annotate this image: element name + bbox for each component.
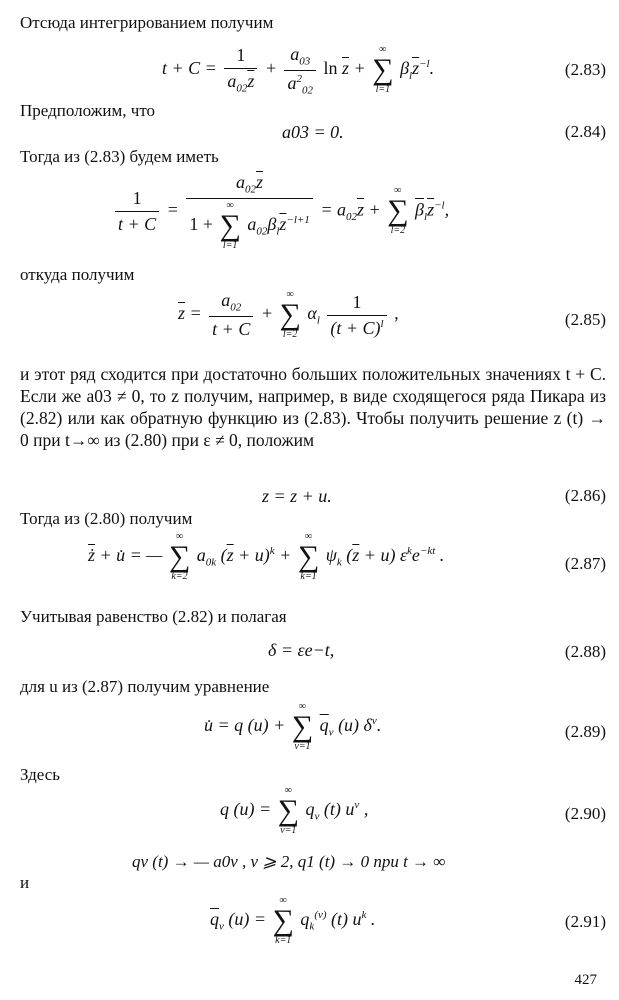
equation-number: (2.89) <box>564 722 606 741</box>
text-line: Отсюда интегрированием получим <box>20 13 274 32</box>
equation-2-84: a03 = 0. <box>282 122 344 142</box>
page-number: 427 <box>574 972 597 988</box>
equation-2-90: q (u) = ∞ ∑ ν=1 $q_\nu$ (t) $u^\nu$ , <box>220 785 369 836</box>
equation-number: (2.84) <box>564 122 606 141</box>
equation-2-86: z = z + u. <box>262 486 332 506</box>
equation-2-89: u̇ = q (u) + ∞ ∑ ν=1 $\overline{q}_\nu$ (u) $\delta^\nu$. <box>204 701 382 752</box>
paragraph: и этот ряд сходится при достаточно больших положительных значениях t + C. Если же a03 ≠ 0, то z получим, например, в виде сходящегося ряда Пикара из (2.82) или как обратную функцию из (2.83). Чтобы получить решение z (t) → 0 при t→∞ из (2.80) при ε ≠ 0, положим <box>20 364 606 450</box>
equation-number: (2.90) <box>564 804 606 823</box>
equation-2-91: $\overline{q}_\nu$ (u) = ∞ ∑ k=1 $q_k^{(\nu)}$ (t) $u^k$ . <box>210 895 376 946</box>
equation-number: (2.91) <box>564 912 606 931</box>
text-line: для u из (2.87) получим уравнение <box>20 677 270 696</box>
text-line: Учитывая равенство (2.82) и полагая <box>20 607 287 626</box>
equation-2-88: δ = εe−t, <box>268 640 335 660</box>
equation-number: (2.87) <box>564 554 606 573</box>
equation-number: (2.83) <box>564 60 606 79</box>
text-line: откуда получим <box>20 265 135 284</box>
equation-2-87: $\overline{z}̇$ + u̇ = — ∞ ∑ k=2 $a_{0k}$ $(\overline{z} + u)^k$ + ∞ ∑ k=1 $\psi_k$ $(\overline{z} + u)$ $\varepsilon^ke^{-kt}$ . <box>88 531 445 582</box>
equation-2-85: $\overline{z}$ = $\frac{a_{02}}{t + C}$ + ∞ ∑ l=2 $\alpha_l$ $\frac{1}{(t + C)^l}$ , <box>178 289 399 340</box>
equation-number: (2.85) <box>564 310 606 329</box>
equation-unnumbered: $\frac{1}{t + C}$ = $a_{02}\overline{z}$ 1 + ∞ ∑ l=1 $a_{02}\beta_l\overline{z}^{-l+1}$ = $a_{02}\overline{z}$ + ∞ ∑ l=2 $\overline{\beta}_l\overline{z}^{-l}$, <box>112 172 449 251</box>
text-line: Предположим, что <box>20 101 156 120</box>
equation-2-83: t + C = $\frac{1}{a_{02}\overline{z}}$ + $\frac{a_{03}}{a^2_{02}}$ $\ln \overline{z}$ + ∞ ∑ l=1 $\beta_l\overline{z}^{-l}$. <box>162 44 435 97</box>
text-line: Тогда из (2.80) получим <box>20 509 193 528</box>
condition-line: qν (t) → — a0ν , ν ⩾ 2, q1 (t) → 0 при t → ∞ <box>132 852 446 871</box>
text-line: и <box>20 873 30 892</box>
text-line: Тогда из (2.83) будем иметь <box>20 147 219 166</box>
equation-number: (2.86) <box>564 486 606 505</box>
equation-number: (2.88) <box>564 642 606 661</box>
text-line: Здесь <box>20 765 61 784</box>
